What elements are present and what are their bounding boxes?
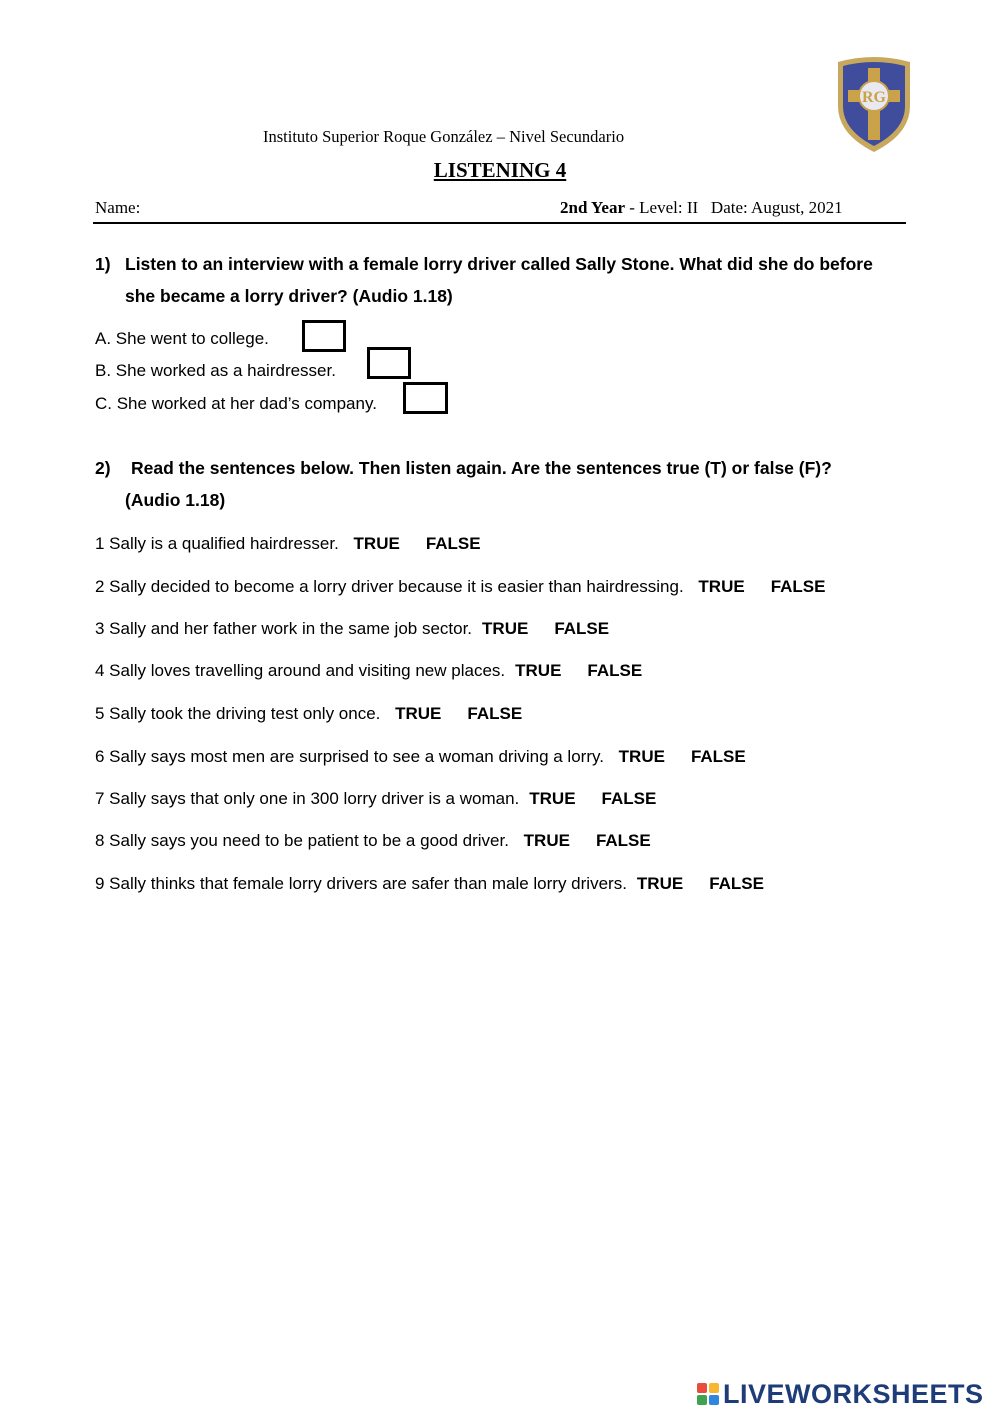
tf-item-4-false[interactable]: FALSE [587, 661, 643, 680]
tf-item-6-false[interactable]: FALSE [690, 747, 746, 766]
tf-item-7-false[interactable]: FALSE [601, 789, 657, 808]
tf-item-7-true[interactable]: TRUE [529, 789, 576, 808]
tf-item-3-true[interactable]: TRUE [482, 619, 529, 638]
tf-item-4-text: 4 Sally loves travelling around and visiting new places. [95, 661, 506, 680]
tf-item-4-true[interactable]: TRUE [515, 661, 562, 680]
question-1 [95, 248, 895, 312]
tf-item-9-true[interactable]: TRUE [636, 874, 684, 893]
tf-item-1-false[interactable]: FALSE [425, 534, 481, 553]
tf-item-6-text: 6 Sally says most men are surprised to see a woman driving a lorry. [95, 747, 609, 766]
tf-item-5-false[interactable]: FALSE [467, 704, 523, 723]
liveworksheets-logo-icon [697, 1383, 719, 1405]
tf-item-5-true[interactable]: TRUE [395, 704, 442, 723]
tf-item-2 [95, 577, 826, 597]
tf-item-6-true[interactable]: TRUE [618, 747, 665, 766]
option-a-checkbox[interactable] [302, 320, 346, 352]
option-c-label: C. She worked at her dad’s company. [95, 394, 377, 413]
question-2-text: Read the sentences below. Then listen again. Are the sentences true (T) or false (F)? [131, 458, 832, 478]
tf-item-8 [95, 831, 651, 851]
tf-item-5 [95, 704, 522, 724]
tf-item-3 [95, 619, 609, 639]
logo-cell [697, 1395, 707, 1405]
tf-item-3-text: 3 Sally and her father work in the same job sector. [95, 619, 473, 638]
shield-icon [834, 54, 914, 154]
tf-item-2-text: 2 Sally decided to become a lorry driver because it is easier than hairdressing. [95, 577, 689, 596]
date-label: Date: August, 2021 [710, 198, 843, 217]
option-c-checkbox[interactable] [403, 382, 448, 414]
tf-item-1-true[interactable]: TRUE [353, 534, 400, 553]
logo-cell [709, 1383, 719, 1393]
school-name: Instituto Superior Roque González – Nivel Secundario [263, 127, 625, 146]
tf-item-8-false[interactable]: FALSE [595, 831, 651, 850]
header-divider [93, 222, 906, 224]
question-2-number: 2) [95, 458, 111, 478]
tf-item-9-false[interactable]: FALSE [709, 874, 764, 893]
logo-cell [709, 1395, 719, 1405]
class-info [560, 198, 843, 218]
tf-item-8-text: 8 Sally says you need to be patient to be a good driver. [95, 831, 514, 850]
question-1-text: Listen to an interview with a female lorry driver called Sally Stone. What did she do before she became a lorry driver? (Audio 1.18) [125, 254, 873, 306]
tf-item-2-false[interactable]: FALSE [770, 577, 826, 596]
tf-item-3-false[interactable]: FALSE [554, 619, 610, 638]
name-label: Name: [95, 198, 141, 217]
question-2 [95, 452, 895, 516]
question-2-audio: (Audio 1.18) [125, 490, 226, 510]
brand-name: LIVEWORKSHEETS [723, 1378, 984, 1409]
page-title: LISTENING 4 [433, 158, 567, 182]
tf-item-1 [95, 534, 481, 554]
tf-item-2-true[interactable]: TRUE [698, 577, 745, 596]
option-b-label: B. She worked as a hairdresser. [95, 361, 336, 380]
tf-item-7 [95, 789, 656, 809]
tf-item-4 [95, 661, 642, 681]
question-1-number: 1) [95, 254, 111, 274]
tf-item-9 [95, 874, 764, 894]
tf-item-8-true[interactable]: TRUE [523, 831, 570, 850]
tf-item-6 [95, 747, 746, 767]
level-label: - Level: II [625, 198, 699, 217]
tf-item-5-text: 5 Sally took the driving test only once. [95, 704, 386, 723]
option-a-label: A. She went to college. [95, 329, 269, 348]
tf-item-1-text: 1 Sally is a qualified hairdresser. [95, 534, 344, 553]
logo-cell [697, 1383, 707, 1393]
year-label: 2nd Year [560, 198, 626, 217]
school-crest [834, 54, 914, 154]
crest-monogram: RG [862, 89, 886, 106]
option-b-checkbox[interactable] [367, 347, 411, 379]
liveworksheets-brand [697, 1378, 984, 1410]
tf-item-7-text: 7 Sally says that only one in 300 lorry driver is a woman. [95, 789, 520, 808]
tf-item-9-text: 9 Sally thinks that female lorry drivers are safer than male lorry drivers. [95, 874, 627, 893]
